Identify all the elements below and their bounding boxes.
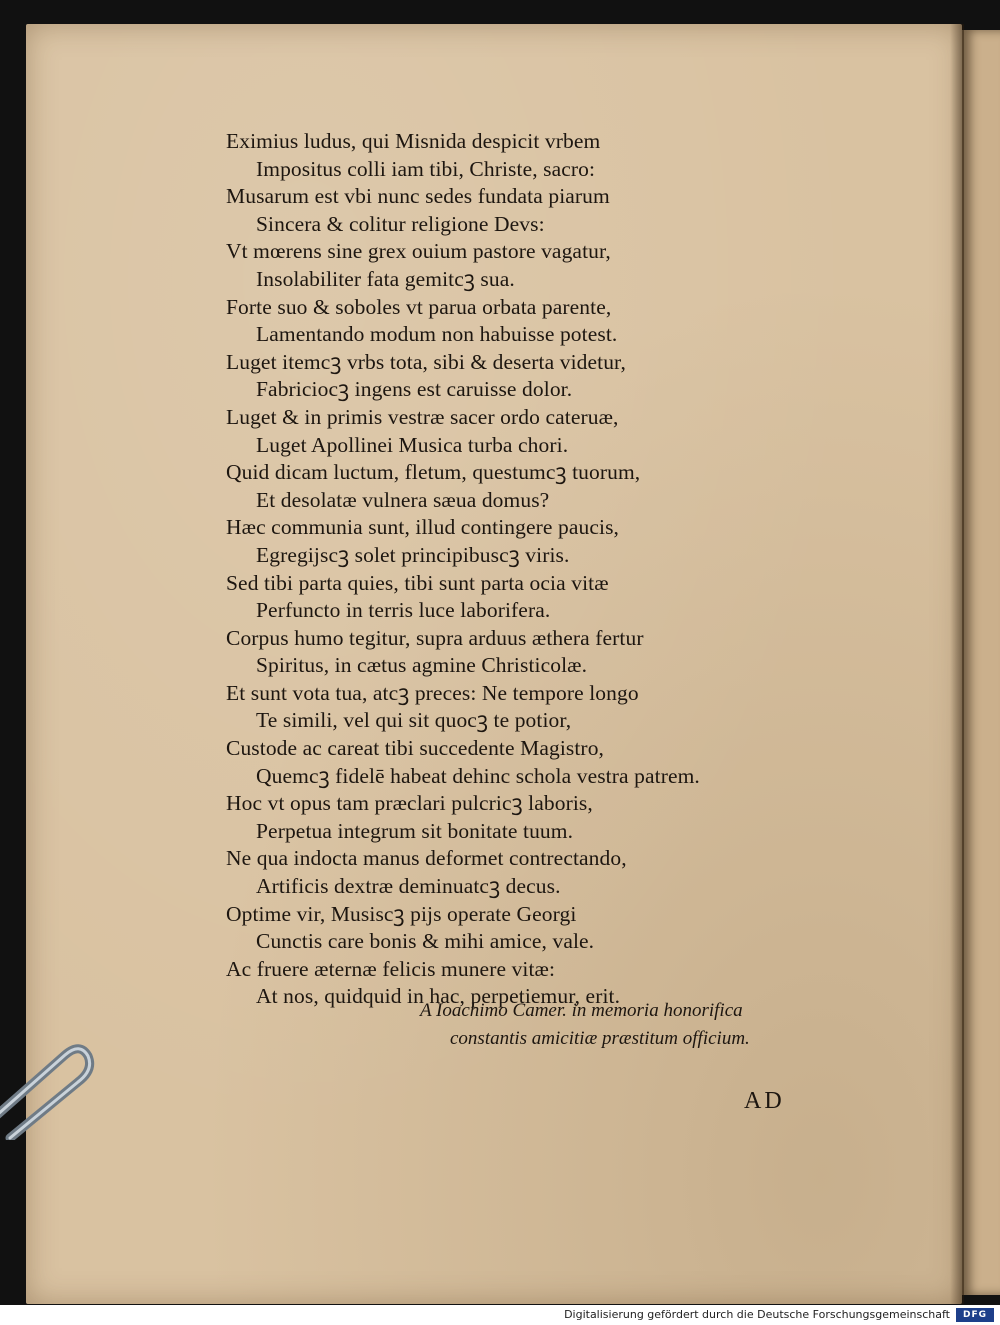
poem-line: Corpus humo tegitur, supra arduus æthera fertur [226, 625, 644, 650]
poem-text [226, 128, 826, 1011]
poem-line: Egregijscꝫ solet principibuscꝫ viris. [256, 542, 570, 567]
facing-page-edge [962, 30, 1000, 1295]
poem-line: Perpetua integrum sit bonitate tuum. [256, 818, 574, 843]
poem-line: Luget itemcꝫ vrbs tota, sibi & deserta videtur, [226, 349, 626, 374]
poem-line: Lamentando modum non habuisse potest. [256, 322, 618, 347]
signature-line: A Ioachimo Camer. in memoria honorifica [420, 1000, 743, 1021]
poem-line: Ne qua indocta manus deformet contrectando, [226, 846, 627, 871]
poem-line: Te simili, vel qui sit quocꝫ te potior, [256, 708, 572, 733]
poem-line: Fabriciocꝫ ingens est caruisse dolor. [256, 377, 573, 402]
poem-line: Ac fruere æternæ felicis munere vitæ: [226, 956, 556, 981]
poem-line: Vt mœrens sine grex ouium pastore vagatur, [226, 239, 611, 264]
signature-block [420, 997, 840, 1053]
poem-line: Hæc communia sunt, illud contingere paucis, [226, 515, 620, 540]
poem-line: Quid dicam luctum, fletum, questumcꝫ tuorum, [226, 460, 641, 485]
poem-line: Custode ac careat tibi succedente Magistro, [226, 736, 605, 761]
dfg-logo: DFG [956, 1308, 994, 1322]
poem-line: Cunctis care bonis & mihi amice, vale. [256, 929, 595, 954]
poem-line: Luget Apollinei Musica turba chori. [256, 432, 569, 457]
poem-line: Perfuncto in terris luce laborifera. [256, 598, 551, 623]
poem-line: Optime vir, Musiscꝫ pijs operate Georgi [226, 901, 577, 926]
poem-line: Eximius ludus, qui Misnida despicit vrbem [226, 129, 601, 153]
poem-line: Luget & in primis vestræ sacer ordo cateruæ, [226, 404, 619, 429]
footer-bar [0, 1305, 1000, 1325]
poem-line: Et desolatæ vulnera sæua domus? [256, 487, 550, 512]
poem-line: Sed tibi parta quies, tibi sunt parta ocia vitæ [226, 570, 609, 595]
signature-line: constantis amicitiæ præstitum officium. [450, 1028, 750, 1049]
poem-line: Artificis dextræ deminuatcꝫ decus. [256, 874, 561, 899]
poem-line: Quemcꝫ fidelē habeat dehinc schola vestra patrem. [256, 763, 700, 788]
funding-credit: Digitalisierung gefördert durch die Deutsche Forschungsgemeinschaft [564, 1308, 950, 1321]
poem-line: Impositus colli iam tibi, Christe, sacro: [256, 156, 596, 181]
poem-line: Spiritus, in cætus agmine Christicolæ. [256, 653, 588, 678]
poem-line: Sincera & colitur religione Devs: [256, 211, 545, 236]
poem-line: Et sunt vota tua, atcꝫ preces: Ne tempore longo [226, 680, 639, 705]
poem-line: Insolabiliter fata gemitcꝫ sua. [256, 266, 515, 291]
metal-clip-icon [0, 1030, 110, 1140]
catchword: AD [744, 1088, 785, 1114]
page-gutter-shadow [950, 24, 964, 1304]
poem-line: Forte suo & soboles vt parua orbata parente, [226, 294, 612, 319]
poem-line: Musarum est vbi nunc sedes fundata piarum [226, 184, 610, 209]
poem-line: Hoc vt opus tam præclari pulcricꝫ laboris, [226, 791, 593, 816]
poem-line: At nos, quidquid in hac, perpetiemur, erit. [256, 984, 621, 1009]
